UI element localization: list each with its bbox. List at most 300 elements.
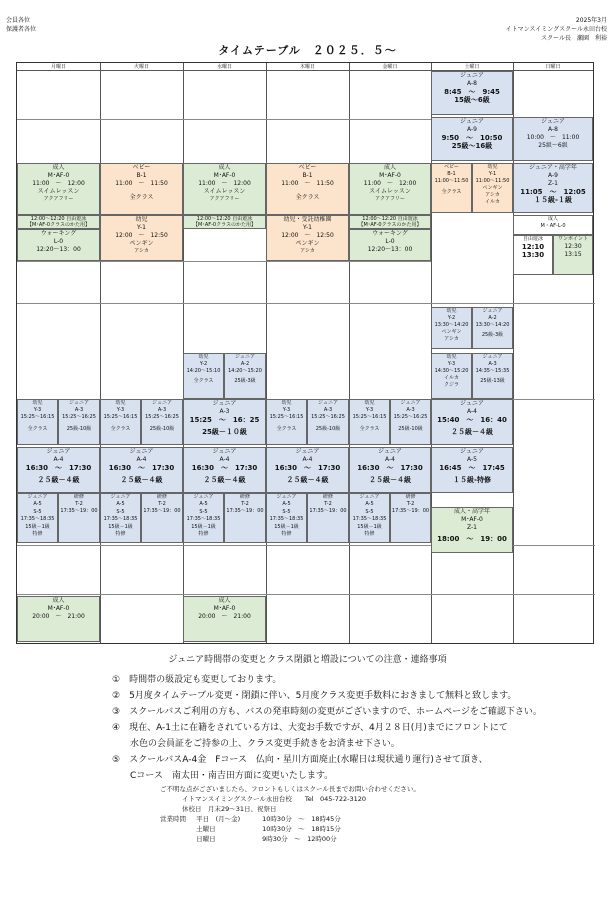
row-divider [17,119,431,120]
hours-label: 営業時間 [160,815,186,823]
class-category: ジュニア [482,354,503,360]
class-time: 20:00 ～ 21:00 [32,613,85,620]
class-category: ワンポイント [557,236,588,242]
day-header-sat: 土曜日 [431,63,513,71]
class-category: ジュニア [378,448,402,455]
class-category: ジュニア [295,448,320,455]
class-note: スイムレッスン [203,188,246,195]
class-time: 17:35～18:35 [103,516,138,523]
class-category: ジュニア [318,400,338,406]
class-code: A-5 [282,501,291,508]
class-mon-a5[interactable] [17,493,58,543]
class-mon-walking[interactable] [17,229,100,261]
class-fri-a3[interactable] [390,399,431,445]
class-level: 全クラス [441,189,462,195]
class-time: 12:00 ～ 12:50 [115,232,168,239]
class-category: ジュニア [482,308,503,314]
class-category: ジュニア [460,400,484,407]
class-fri-a5[interactable] [349,493,390,543]
class-category: ジュニア [235,354,255,360]
class-level: ２５級－４級 [286,476,329,484]
class-category: ジュニア・高学年 [529,164,577,171]
column-divider [100,63,101,643]
class-level: 15級～6級 [454,96,490,104]
class-code: Z-1 [467,524,477,531]
class-category: ジュニア [110,494,131,500]
class-category: ジュニア [27,494,48,500]
class-note: アクアフリー [375,196,405,202]
class-thu-y3[interactable] [266,399,307,445]
class-code: B-1 [447,171,456,177]
class-time: 17:35～19：00 [143,508,181,514]
class-category: 研修 [156,494,167,500]
class-category: ベビー [132,164,151,171]
class-category: 成人 [52,164,65,171]
class-time: 17:35～19：00 [60,508,98,514]
class-code: A-3 [74,407,84,413]
class-category: ジュニア [460,118,484,125]
class-time: 15:25～16:25 [311,414,345,420]
note-item: ⑤ スクールバスA-4金 Fコース 仏向・星川方面廃止(水曜日は現状通り運行)させて頂き、 [112,755,488,765]
class-code: Z-1 [548,180,558,187]
class-category: 研修 [239,494,250,500]
class-code: S-5 [199,508,208,515]
class-thu-baby[interactable] [266,163,349,215]
class-category: ウォーキング [40,230,77,237]
class-category: ジュニア [541,118,565,125]
class-thu-youji[interactable] [266,215,349,261]
class-level: 全クラス [276,426,297,432]
class-time: 15:25～16:25 [145,414,179,420]
class-category: 研修 [73,494,84,500]
class-level: 特修 [32,531,43,538]
class-level: 15級－1級 [191,523,216,530]
class-tue-youji[interactable] [100,215,183,261]
class-code: S-5 [116,508,125,515]
class-code: Y-3 [447,361,456,367]
class-level: １５級-特修 [453,476,491,484]
class-code: A-2 [488,315,497,321]
class-category: ジュニア [460,72,484,79]
note-item: Cコース 南太田・南吉田方面に変更いたします。 [112,771,334,781]
column-divider [266,63,267,643]
class-code: T-2 [324,501,332,507]
hours-day: 平日 (月～金) [196,815,241,823]
class-note: クジラ [443,382,459,388]
class-code: A-4 [467,408,477,415]
issuer [506,16,607,43]
class-code: A-2 [240,361,250,367]
free-swim-time: 12:00～12:20 自由遊泳 [196,216,253,222]
class-time: 15:40 ～ 16：40 [437,416,507,424]
hours-row [160,824,420,834]
class-code: A-9 [467,126,477,133]
class-sun-a9[interactable] [513,163,593,213]
timetable-grid [16,62,594,644]
note-item: ② 5月度タイムテーブル変更・閉鎖に伴い、5月度クラス変更手数料におきまして無料と致します。 [112,691,517,701]
class-time: 15:25～16:15 [20,414,55,420]
class-tue-a4[interactable] [100,447,183,493]
day-header-wed: 水曜日 [183,63,266,71]
class-note: アシカ [134,248,149,254]
class-level: 25級-3級 [234,378,256,384]
class-time: 15:25～16:15 [269,414,304,420]
class-code: M･AF-0 [461,516,483,523]
sun-adult-label [513,215,593,235]
class-category: 幼児 [198,354,209,360]
class-code: Y-3 [33,407,42,413]
day-header-mon: 月曜日 [17,63,100,71]
class-sat-baby[interactable] [431,163,472,213]
class-code: S-5 [365,508,374,515]
class-thu-a4[interactable] [266,447,349,493]
day-header-sun: 日曜日 [513,63,593,71]
class-category: 成人 [547,216,558,222]
class-category: 幼児 [446,308,457,314]
class-code: A-4 [385,456,395,463]
contact-note: ご不明な点がございましたら、フロントもしくはスクール長までお問い合わせください。 [160,785,420,793]
class-tue-baby[interactable] [100,163,183,215]
class-sun-a8[interactable] [513,117,593,161]
contact-info [160,784,420,844]
class-wed-t2[interactable] [224,493,266,543]
class-time: 15:25～16:25 [62,414,96,420]
class-time: 16:45 ～ 17:45 [439,464,505,472]
class-mon-y3[interactable] [17,399,58,445]
class-code: S-5 [33,508,42,515]
free-swim-mon[interactable] [17,215,100,229]
class-code: L-0 [53,238,64,245]
class-note: アシカ [300,248,315,254]
class-time: 8:45 ～ 9:45 [444,88,500,96]
class-time: 13:30～14:20 [475,322,510,328]
class-time: 11:00 ～ 12:00 [198,180,251,187]
class-category: ジュニア [212,448,237,455]
class-code: A-5 [199,501,208,508]
class-category: ジュニア [400,400,421,406]
free-swim-note: 【M･AF-0クラスのかた用】 [358,222,422,228]
note-item: ④ 現在、A-1土に在籍をされている方は、大変お手数ですが、4月２８日(月)までにフロントにて [112,723,508,733]
class-tue-a5[interactable] [100,493,141,543]
class-code: A-5 [33,501,42,508]
class-category: 幼児 [135,216,148,223]
class-category: ジュニア [193,494,214,500]
class-code: A-5 [467,456,477,463]
class-category: 幼児 [32,400,43,406]
class-category: ジュニア [460,448,484,455]
hours-row [160,814,420,824]
class-category: ジュニア [129,448,154,455]
class-category: 幼児・受託幼稚園 [283,216,332,223]
class-level: 25級-10級 [398,426,423,432]
class-mon-a3[interactable] [58,399,100,445]
class-level: 特修 [115,531,126,538]
class-code: A-3 [488,361,497,367]
class-level: ２５級－４級 [369,476,411,484]
notes-list [112,672,582,784]
class-sun-one-point[interactable] [553,235,593,275]
class-time: 14:30～15:20 [434,368,469,374]
class-code: A-3 [406,407,415,413]
class-sat-y3[interactable] [431,353,472,399]
class-code: A-3 [157,407,167,413]
hours-day: 日曜日 [196,835,216,843]
class-time: 12:20～13：00 [367,246,413,253]
class-sat-youji[interactable] [472,163,513,213]
class-note: ペンギン [482,185,503,191]
class-level: 全クラス [295,194,320,201]
class-wed-adult[interactable] [183,163,266,215]
class-note: ペンギン [129,240,154,247]
class-fri-adult[interactable] [349,163,431,215]
class-code: A-4 [136,456,147,463]
class-time: 15:25 ～ 16：25 [189,416,260,424]
class-category: 研修 [322,494,333,500]
class-level: 25級～6級 [538,142,568,149]
class-code: A-5 [116,501,125,508]
class-time-start: 12:30 [564,243,582,250]
class-code: T-2 [75,501,83,507]
hours-time: 9時30分 ～ 12時00分 [262,835,337,843]
class-code: M･AF-0 [47,605,70,612]
class-time: 15:25～16:15 [352,414,387,420]
class-category: ジュニア [276,494,297,500]
closed-days: 休校日 月末29～31日、祝祭日 [182,805,277,813]
class-time: 12:20～13：00 [36,246,81,253]
class-note: ペンギン [295,240,320,247]
class-sat-a8[interactable] [431,71,513,115]
school-name: イトマンスイミングスクール永田台校 [505,26,607,33]
class-level: 15級－1級 [274,523,299,530]
class-time: 15:25～16:25 [393,414,428,420]
class-time: 11:00 ～ 11:50 [281,180,334,187]
day-header-thu: 木曜日 [266,63,349,71]
class-level: ２５級－４級 [120,476,163,484]
class-code: A-5 [365,501,374,508]
class-mon-t2[interactable] [58,493,100,543]
class-category: ジュニア [359,494,380,500]
issue-date: 2025年3月 [575,17,607,24]
free-swim-time: 12:00～12:20 自由遊泳 [362,216,418,222]
class-time: 11:00 ～ 11:50 [115,180,168,187]
class-note: スイムレッスン [37,188,80,195]
class-code: Y-2 [199,361,208,367]
recipients [6,16,36,34]
class-fri-a4[interactable] [349,447,431,493]
class-level: 15級－1級 [108,523,133,530]
class-fri-t2[interactable] [390,493,431,543]
row-divider [17,303,595,304]
class-time: 17:35～19：00 [391,508,430,514]
class-category: ベビー [444,164,459,170]
class-wed-adult-night[interactable] [183,596,266,642]
class-category: 幼児 [115,400,126,406]
class-level: 15級－1級 [25,523,50,530]
class-category: ジュニア [152,400,172,406]
class-category: ウォーキング [372,230,408,237]
recipient-line: 会員各位 [6,17,31,24]
class-category: ジュニア [46,448,71,455]
hours-day: 土曜日 [196,825,216,833]
class-category: 幼児 [281,400,292,406]
class-mon-adult[interactable] [17,163,100,215]
class-sat-a9[interactable] [431,117,513,161]
class-code: Y-3 [282,407,291,413]
class-code: A-3 [219,408,230,415]
class-sat-a3[interactable] [472,353,513,399]
class-time: 16:30 ～ 17:30 [357,464,423,472]
class-note: スイムレッスン [369,188,411,195]
class-sat-a4[interactable] [431,399,513,445]
class-wed-y2[interactable] [183,353,224,399]
class-time: 18:00 ～ 19：00 [437,535,507,543]
class-level: ２５級－４級 [451,428,493,436]
class-code: A-9 [548,172,558,179]
class-fri-y3[interactable] [349,399,390,445]
class-level: 25級-3級 [481,332,504,338]
class-time: 16:30 ～ 17:30 [191,464,258,472]
class-note: イルカ [484,199,500,205]
class-time: 16:30 ～ 17:30 [108,464,175,472]
class-sat-a5[interactable] [431,447,513,493]
class-level: 15級－1級 [357,523,382,530]
class-time: 17:35～19：00 [226,508,264,514]
class-thu-a5[interactable] [266,493,307,543]
class-time-end: 13:30 [521,251,545,259]
class-code: M・AF-L-0 [540,223,566,229]
class-code: Y-3 [116,407,125,413]
class-time: 17:35～18:35 [352,516,387,523]
class-code: Y-3 [365,407,374,413]
class-level: 25級-10級 [149,426,175,432]
class-code: B-1 [302,172,313,179]
class-code: A-4 [53,456,64,463]
class-note: アクアフリー [209,196,240,202]
class-time: 14:35～15:35 [475,368,510,374]
class-code: B-1 [136,172,147,179]
class-level: 特修 [281,531,292,538]
note-item: ③ スクールバスご利用の方も、バスの発車時刻の変更がございますので、ホームページをご確認下さい。 [112,707,542,717]
class-sun-free-swim[interactable] [513,235,553,275]
class-level: ２５級－４級 [203,476,246,484]
class-code: M･AF-0 [47,172,70,179]
class-code: A-3 [323,407,333,413]
class-category: ジュニア [212,400,237,407]
class-time: 13:30～14:20 [434,322,469,328]
class-time: 14:20～15:20 [228,368,262,374]
class-thu-t2[interactable] [307,493,349,543]
class-category: 成人 [218,164,231,171]
class-time: 11:00 ～ 12:00 [32,180,85,187]
hours-row [160,834,420,844]
class-level: 全クラス [27,426,48,432]
class-thu-a3[interactable] [307,399,349,445]
class-code: T-2 [406,501,415,507]
class-time: 16:30 ～ 17:30 [25,464,92,472]
class-time: 17:35～18:35 [186,516,221,523]
class-note: ペンギン [441,329,462,335]
free-swim-note: 【M･AF-0クラスのかた用】 [27,222,90,228]
class-sat-a2[interactable] [472,307,513,349]
note-item: 水色の会員証をご持参の上、クラス変更手続きをお済ませ下さい。 [112,739,400,749]
recipient-line: 保護者各位 [6,26,37,33]
class-mon-adult-night[interactable] [17,596,100,642]
free-swim-wed[interactable] [183,215,266,229]
class-category: ベビー [298,164,317,171]
class-code: M･AF-0 [213,605,236,612]
class-level: 全クラス [129,194,154,201]
class-time: 9:50 ～ 10:50 [441,134,503,142]
notes-title: ジュニア時間帯の変更とクラス閉鎖と増設についての注意・連絡事項 [168,655,447,665]
class-time-start: 12:10 [521,243,545,251]
class-level: １５級-１級 [534,196,572,204]
free-swim-time: 12:00～12:20 自由遊泳 [30,216,87,222]
class-category: 成人 [52,597,65,604]
class-note: アシカ [485,192,500,198]
class-time: 14:20～15:10 [186,368,221,374]
free-swim-note: 【M･AF-0クラスのかた用】 [193,222,256,228]
class-code: A-8 [548,126,558,133]
class-category: 成人 [218,597,231,604]
class-level: 25級－１０級 [202,428,247,436]
class-code: M･AF-0 [379,172,401,179]
class-category: 成人 [383,164,396,171]
class-tue-t2[interactable] [141,493,183,543]
class-code: Y-1 [488,171,497,177]
class-code: T-2 [241,501,249,507]
class-category: ジュニア [69,400,89,406]
class-wed-a3[interactable] [183,399,266,445]
class-time: 17:35～19：00 [309,508,347,514]
day-header-fri: 金曜日 [349,63,431,71]
class-time-end: 13:15 [564,251,582,258]
class-note: イルカ [443,375,459,381]
class-code: Y-1 [303,224,312,231]
class-wed-a4[interactable] [183,447,266,493]
column-divider [349,63,350,643]
class-code: Y-1 [137,224,146,231]
class-level: 全クラス [110,426,131,432]
class-fri-walking[interactable] [349,229,431,261]
class-level: 25級-10級 [315,426,341,432]
hours-time: 10時30分 ～ 18時45分 [262,815,341,823]
class-wed-a2[interactable] [224,353,266,399]
class-wed-a5[interactable] [183,493,224,543]
class-level: 25級-13級 [480,378,505,384]
class-time: 17:35～18:35 [20,516,55,523]
free-swim-fri[interactable] [349,215,431,229]
class-sat-y2[interactable] [431,307,472,349]
hours-time: 10時30分 ～ 18時15分 [262,825,341,833]
class-category: 幼児 [364,400,375,406]
school-manager: スクール長 瀬園 利裕 [541,35,607,42]
class-code: T-2 [158,501,166,507]
class-level: 特修 [364,531,375,538]
class-level: 全クラス [359,426,380,432]
contact-phone: イトマンスイミングスクール永田台校 Tel 045-722-3120 [182,795,367,803]
class-code: A-4 [302,456,313,463]
class-code: S-5 [282,508,291,515]
class-code: Y-2 [447,315,456,321]
class-time: 20:00 ～ 21:00 [198,613,251,620]
class-category: 幼児 [487,164,498,170]
class-code: A-8 [467,80,477,87]
class-tue-y3[interactable] [100,399,141,445]
class-note: アクアフリー [43,196,74,202]
class-tue-a3[interactable] [141,399,183,445]
class-sat-z1[interactable] [431,507,513,553]
class-mon-a4[interactable] [17,447,100,493]
